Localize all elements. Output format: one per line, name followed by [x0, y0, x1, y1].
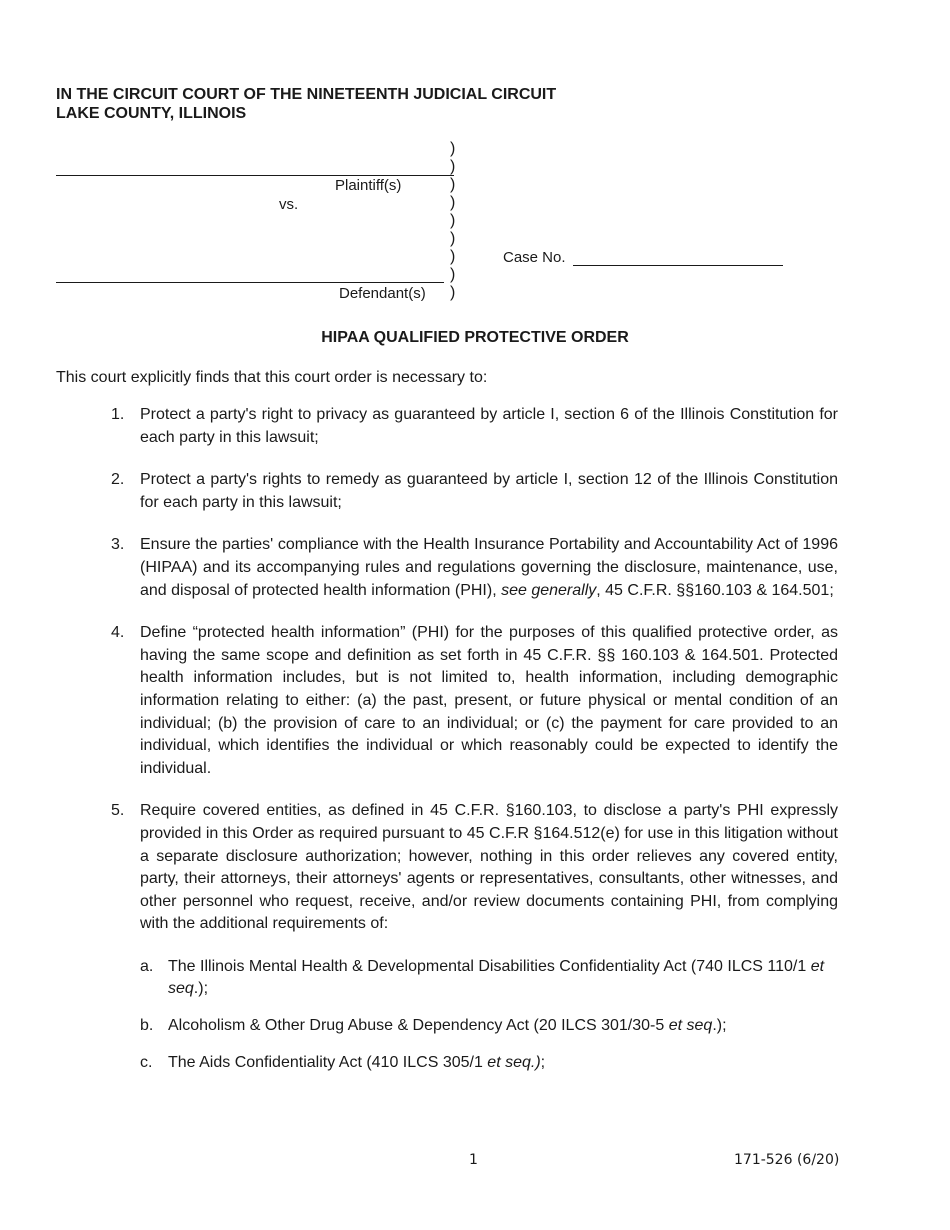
item-text-part: Ensure the parties' compliance with the Health Insurance Portability and Accountability Act of 1996 (HIPAA) and its accompanying rules and regulations governing the disclosure, maintenance, use, and disposal of protected health information (PHI),	[140, 536, 838, 599]
item-text: Require covered entities, as defined in 45 C.F.R. §160.103, to disclose a party's PHI expressly provided in this Order as required pursuant to 45 C.F.R §164.512(e) for use in this litigation without a separate disclosure authorization; however, nothing in this order relieves any covered entity, party, their attorneys, their attorneys' agents or representatives, consultants, other witnesses, and other personnel who request, receive, and/or review documents containing PHI, from complying with the additional requirements of:	[140, 802, 838, 933]
court-county: LAKE COUNTY, ILLINOIS	[56, 105, 247, 122]
form-number: 171-526 (6/20)	[734, 1152, 840, 1168]
sub-item-letter: c.	[140, 1053, 153, 1071]
findings-list	[0, 404, 950, 1074]
item-text	[140, 534, 838, 602]
defendant-label: Defendant(s)	[339, 285, 426, 302]
sub-list-item	[0, 1015, 950, 1038]
case-no-label: Case No.	[503, 249, 566, 266]
vs-label: vs.	[279, 196, 299, 213]
item-text-part: , 45 C.F.R. §§160.103 & 164.501;	[596, 581, 834, 599]
sub-item-text-part: The Illinois Mental Health & Developmental Disabilities Confidentiality Act (740 ILCS 110/1	[168, 957, 811, 975]
item-text: Protect a party's right to privacy as guaranteed by article I, section 6 of the Illinois Constitution for each party in this lawsuit;	[140, 406, 838, 446]
caption-paren: )	[450, 140, 456, 157]
item-number: 2.	[111, 471, 125, 489]
item-text: Protect a party's rights to remedy as guaranteed by article I, section 12 of the Illinois Constitution for each party in this lawsuit;	[140, 471, 838, 511]
sub-item-letter: a.	[140, 957, 154, 975]
sub-list-item	[0, 1052, 950, 1075]
case-no-line[interactable]	[573, 265, 783, 266]
list-item	[0, 404, 950, 449]
sub-item-text	[168, 1052, 838, 1075]
sub-item-text	[168, 1015, 838, 1038]
item-text-italic: see generally	[501, 581, 597, 599]
list-item	[0, 622, 950, 780]
page-number: 1	[469, 1152, 478, 1168]
item-number: 4.	[111, 624, 125, 642]
sub-item-text-italic: et seq	[168, 957, 825, 998]
document-title: HIPAA QUALIFIED PROTECTIVE ORDER	[321, 329, 629, 346]
list-item	[0, 469, 950, 514]
caption-paren: )	[450, 266, 456, 283]
caption-paren: )	[450, 158, 456, 175]
sub-item-text-italic: et seq	[668, 1017, 713, 1035]
caption-paren: )	[450, 230, 456, 247]
defendant-name-line[interactable]	[56, 282, 444, 283]
item-number: 3.	[111, 536, 125, 554]
plaintiff-name-line[interactable]	[56, 175, 454, 176]
plaintiff-label: Plaintiff(s)	[335, 177, 402, 194]
item-number: 5.	[111, 802, 125, 820]
sub-item-text-part: .);	[193, 980, 209, 998]
sub-item-text-part: .);	[712, 1017, 727, 1035]
item-text: Define “protected health information” (PHI) for the purposes of this qualified protective order, as having the same scope and definition as set forth in 45 C.F.R. §§ 160.103 & 164.501. Protected health information includes, but is not limited to, health information, including demographic information relating to either: (a) the past, present, or future physical or mental condition of an individual; (b) the provision of care to an individual; or (c) the payment for care provided to an individual, which identifies the individual or which reasonably could be expected to identify the individual.	[140, 624, 838, 777]
sub-item-text-part: The Aids Confidentiality Act (410 ILCS 305/1	[168, 1053, 488, 1071]
sub-item-text	[168, 956, 838, 1001]
sub-list	[0, 956, 950, 1074]
caption-paren: )	[450, 284, 456, 301]
sub-item-text-part: Alcoholism & Other Drug Abuse & Dependency Act (20 ILCS 301/30-5	[168, 1017, 669, 1035]
caption-paren: )	[450, 248, 456, 265]
caption-paren: )	[450, 176, 456, 193]
sub-item-letter: b.	[140, 1017, 154, 1035]
caption-paren: )	[450, 212, 456, 229]
sub-item-text-italic: et seq.)	[487, 1053, 541, 1071]
item-number: 1.	[111, 406, 125, 423]
sub-list-item	[0, 956, 950, 1001]
case-caption	[0, 0, 950, 310]
list-item	[0, 534, 950, 602]
court-name: IN THE CIRCUIT COURT OF THE NINETEENTH JUDICIAL CIRCUIT	[56, 86, 557, 103]
list-item	[0, 800, 950, 1074]
intro-text: This court explicitly finds that this court order is necessary to:	[56, 369, 488, 386]
sub-item-text-part: ;	[540, 1053, 546, 1071]
caption-paren: )	[450, 194, 456, 211]
